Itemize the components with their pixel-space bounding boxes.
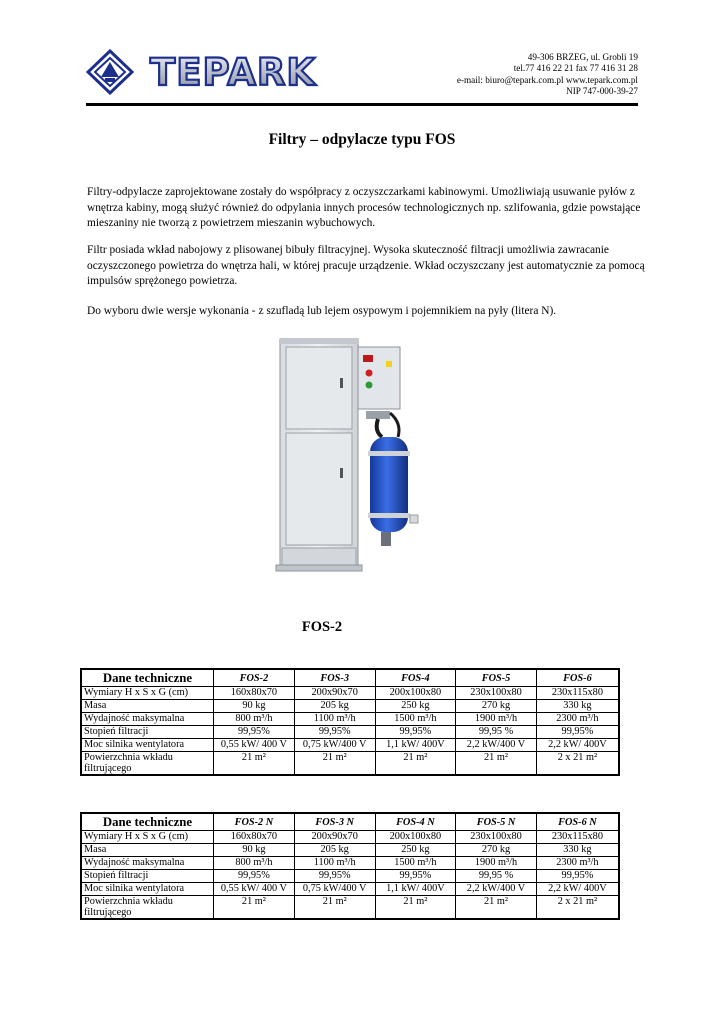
table-row xyxy=(81,883,619,896)
table-header-label: Dane techniczne xyxy=(81,813,214,831)
model-header: FOS-4 N xyxy=(375,813,456,831)
model-header: FOS-5 xyxy=(456,669,537,687)
company-info xyxy=(457,52,638,98)
row-label: Stopień filtracji xyxy=(81,726,214,739)
table-cell: 99,95 % xyxy=(456,726,537,739)
company-contact: e-mail: biuro@tepark.com.pl www.tepark.com.pl xyxy=(456,74,638,85)
table-cell: 0,75 kW/400 V xyxy=(294,739,375,752)
table-cell: 2 x 21 m² xyxy=(536,752,619,776)
product-caption: FOS-2 xyxy=(301,619,343,635)
table-cell: 99,95% xyxy=(294,870,375,883)
versions-paragraph: Do wyboru dwie wersje wykonania - z szufladą lub lejem osypowym i pojemnikiem na pyły (litera N). xyxy=(87,305,557,317)
table-cell: 21 m² xyxy=(375,896,456,920)
table-cell: 21 m² xyxy=(456,896,537,920)
row-label: Moc silnika wentylatora xyxy=(81,739,214,752)
table-cell: 90 kg xyxy=(214,700,295,713)
table-row xyxy=(81,752,619,776)
table-row xyxy=(81,739,619,752)
table-cell: 250 kg xyxy=(375,700,456,713)
table-cell: 1500 m³/h xyxy=(375,857,456,870)
table-cell: 0,75 kW/400 V xyxy=(294,883,375,896)
table-cell: 330 kg xyxy=(536,844,619,857)
model-header: FOS-2 xyxy=(214,669,295,687)
table-cell: 160x80x70 xyxy=(214,831,295,844)
table-cell: 99,95% xyxy=(214,870,295,883)
table-cell: 99,95% xyxy=(214,726,295,739)
logo-wordmark: TEPARK xyxy=(150,51,317,94)
table-cell: 1500 m³/h xyxy=(375,713,456,726)
model-header: FOS-6 xyxy=(536,669,619,687)
row-label: Powierzchnia wkładu filtrującego xyxy=(81,896,214,920)
header-divider xyxy=(86,103,638,106)
row-label: Wymiary H x S x G (cm) xyxy=(81,687,214,700)
table-cell: 0,55 kW/ 400 V xyxy=(214,883,295,896)
row-label: Moc silnika wentylatora xyxy=(81,883,214,896)
table-cell: 21 m² xyxy=(294,752,375,776)
table-cell: 200x100x80 xyxy=(375,831,456,844)
table-cell: 2,2 kW/400 V xyxy=(456,883,537,896)
tech-data-table-standard xyxy=(80,668,620,776)
tepark-logo-graphic xyxy=(86,49,336,95)
table-cell: 205 kg xyxy=(294,700,375,713)
model-header: FOS-3 xyxy=(294,669,375,687)
table-cell: 99,95 % xyxy=(456,870,537,883)
table-cell: 90 kg xyxy=(214,844,295,857)
table-row xyxy=(81,857,619,870)
table-row xyxy=(81,896,619,920)
filter-paragraph: Filtr posiada wkład nabojowy z plisowanej bibuły filtracyjnej. Wysoka skuteczność filtracji umożliwia zawracanie oczyszczonego powietrza do wnętrza hali, w której pracuje urządzenie. Wkład oczyszczany jest automatycznie za pomocą impulsów sprężonego powietrza. xyxy=(87,244,645,288)
table-cell: 1,1 kW/ 400V xyxy=(375,883,456,896)
table-cell: 2,2 kW/400 V xyxy=(456,739,537,752)
table-cell: 1100 m³/h xyxy=(294,857,375,870)
table-cell: 205 kg xyxy=(294,844,375,857)
table-cell: 330 kg xyxy=(536,700,619,713)
row-label: Wydajność maksymalna xyxy=(81,713,214,726)
table-cell: 800 m³/h xyxy=(214,857,295,870)
tech-data-table-n-version xyxy=(80,812,620,920)
row-label: Masa xyxy=(81,844,214,857)
model-header: FOS-4 xyxy=(375,669,456,687)
table-cell: 21 m² xyxy=(456,752,537,776)
table-row xyxy=(81,713,619,726)
table-cell: 21 m² xyxy=(375,752,456,776)
table-cell: 21 m² xyxy=(214,896,295,920)
table-cell: 200x100x80 xyxy=(375,687,456,700)
table-cell: 200x90x70 xyxy=(294,831,375,844)
page-title: Filtry – odpylacze typu FOS xyxy=(268,131,456,148)
table-cell: 230x115x80 xyxy=(536,831,619,844)
model-header: FOS-2 N xyxy=(214,813,295,831)
table-cell: 2 x 21 m² xyxy=(536,896,619,920)
tepark-logo xyxy=(86,49,336,95)
table-row xyxy=(81,844,619,857)
table-cell: 230x115x80 xyxy=(536,687,619,700)
row-label: Wydajność maksymalna xyxy=(81,857,214,870)
table-cell: 2,2 kW/ 400V xyxy=(536,883,619,896)
table-cell: 99,95% xyxy=(294,726,375,739)
table-row xyxy=(81,831,619,844)
row-label: Masa xyxy=(81,700,214,713)
table-cell: 2,2 kW/ 400V xyxy=(536,739,619,752)
company-address: 49-306 BRZEG, ul. Grobli 19 xyxy=(527,52,638,62)
company-nip: NIP 747-000-39-27 xyxy=(566,86,638,97)
table-cell: 230x100x80 xyxy=(456,831,537,844)
table-cell: 99,95% xyxy=(536,870,619,883)
row-label: Powierzchnia wkładu filtrującego xyxy=(81,752,214,776)
table-cell: 0,55 kW/ 400 V xyxy=(214,739,295,752)
table-cell: 1100 m³/h xyxy=(294,713,375,726)
model-header: FOS-6 N xyxy=(536,813,619,831)
table-cell: 99,95% xyxy=(375,726,456,739)
model-header: FOS-5 N xyxy=(456,813,537,831)
table-cell: 99,95% xyxy=(536,726,619,739)
table-cell: 270 kg xyxy=(456,844,537,857)
table-cell: 250 kg xyxy=(375,844,456,857)
table-cell: 800 m³/h xyxy=(214,713,295,726)
table-cell: 1,1 kW/ 400V xyxy=(375,739,456,752)
table-cell: 200x90x70 xyxy=(294,687,375,700)
table-cell: 99,95% xyxy=(375,870,456,883)
table-row xyxy=(81,700,619,713)
product-photo xyxy=(270,333,430,588)
table-cell: 1900 m³/h xyxy=(456,857,537,870)
table-row xyxy=(81,870,619,883)
table-row xyxy=(81,687,619,700)
table-cell: 160x80x70 xyxy=(214,687,295,700)
table-cell: 230x100x80 xyxy=(456,687,537,700)
row-label: Stopień filtracji xyxy=(81,870,214,883)
intro-paragraph: Filtry-odpylacze zaprojektowane zostały do współpracy z oczyszczarkami kabinowymi. Umożliwiają usuwanie pyłów z wnętrza kabiny, mogą służyć również do odpylania innych procesów technologicznych np. szlifowania, gdzie powstające mieszaniny nie tworzą z powietrzem mieszanin wybuchowych. xyxy=(87,186,641,230)
company-phone: tel.77 416 22 21 fax 77 416 31 28 xyxy=(513,63,638,74)
table-cell: 21 m² xyxy=(294,896,375,920)
row-label: Wymiary H x S x G (cm) xyxy=(81,831,214,844)
table-cell: 2300 m³/h xyxy=(536,857,619,870)
table-header-row xyxy=(81,669,619,687)
table-cell: 2300 m³/h xyxy=(536,713,619,726)
fos-2-filter-illustration xyxy=(270,333,430,588)
table-header-row xyxy=(81,813,619,831)
table-row xyxy=(81,726,619,739)
table-header-label: Dane techniczne xyxy=(81,669,214,687)
table-cell: 21 m² xyxy=(214,752,295,776)
table-cell: 1900 m³/h xyxy=(456,713,537,726)
model-header: FOS-3 N xyxy=(294,813,375,831)
table-cell: 270 kg xyxy=(456,700,537,713)
